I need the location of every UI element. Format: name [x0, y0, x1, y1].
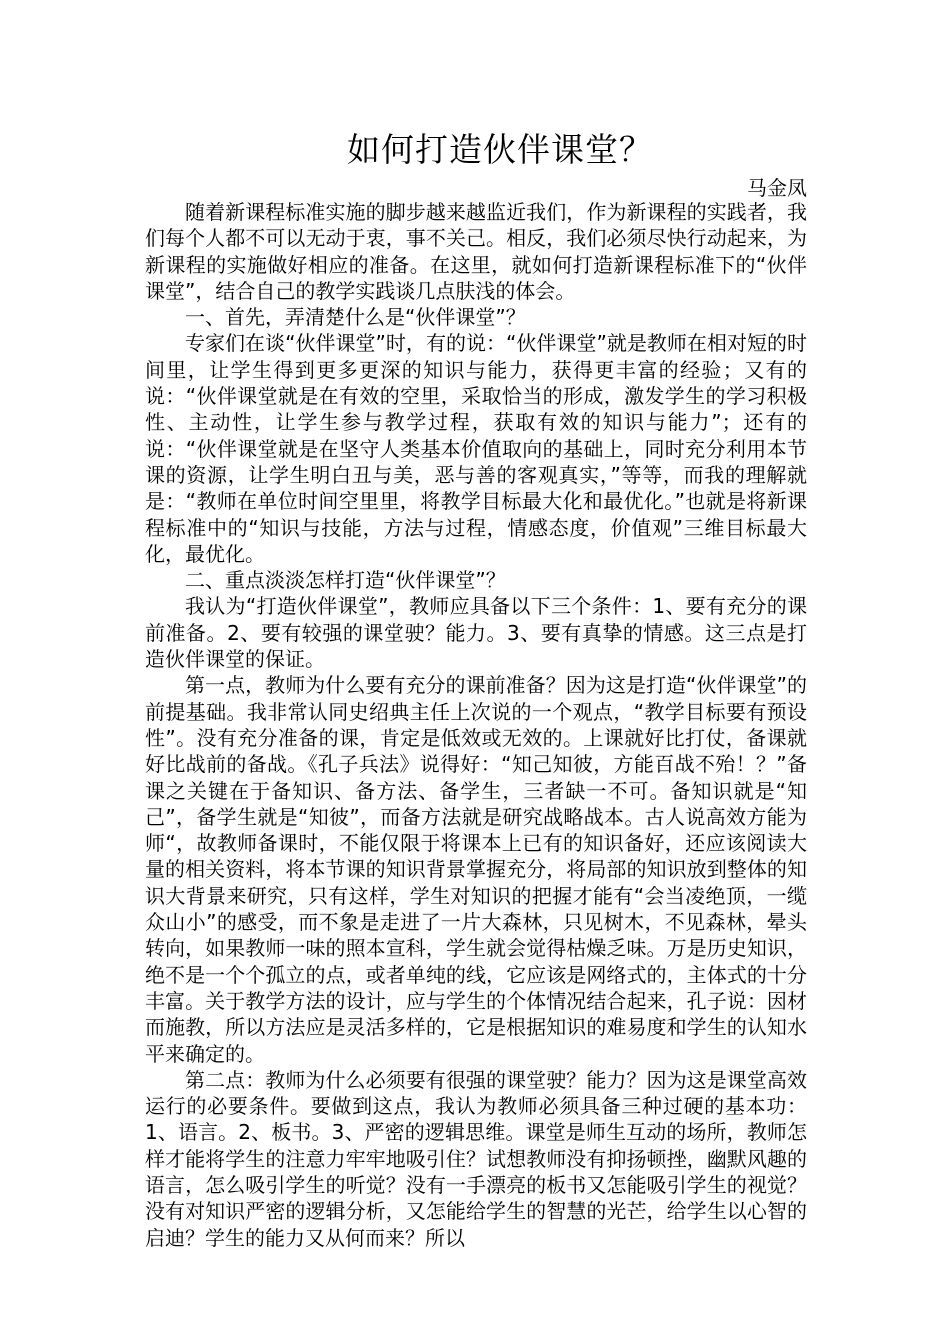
paragraph-definition: 专家们在谈“伙伴课堂”时，有的说：“伙伴课堂”就是教师在相对短的时间里，让学生得到更多更深的知识与能力，获得更丰富的经验；又有的说：“伙伴课堂就是在有效的空里，采取恰当的形成，激发学生的学习积极性、主动性，让学生参与教学过程，获取有效的知识与能力”；还有的说：“伙伴课堂就是在坚守人类基本价值取向的基础上，同时充分利用本节课的资源，让学生明白丑与美，恶与善的客观真实，”等等，而我的理解就是：“教师在单位时间空里里，将教学目标最大化和最优化。”也就是将新课程标准中的“知识与技能，方法与过程，情感态度，价值观”三维目标最大化，最优化。 — [145, 331, 807, 566]
document-body — [145, 199, 807, 1251]
heading-section-two: 二、重点淡淡怎样打造“伙伴课堂”？ — [185, 568, 506, 593]
heading-section-one: 一、首先，弄清楚什么是“伙伴课堂”？ — [185, 305, 526, 330]
author-name: 马金凤 — [747, 176, 807, 200]
paragraph-intro: 随着新课程标准实施的脚步越来越监近我们，作为新课程的实践者，我们每个人都不可以无动于衷，事不关己。相反，我们必须尽快行动起来，为新课程的实施做好相应的准备。在这里，就如何打造新课程标准下的“伙伴课堂”，结合自己的教学实践谈几点肤浅的体会。 — [145, 200, 807, 303]
document-title: 如何打造伙伴课堂？ — [347, 130, 653, 169]
paragraph-point-one: 第一点，教师为什么要有充分的课前准备？因为这是打造“伙伴课堂”的前提基础。我非常认同史绍典主任上次说的一个观点，“教学目标要有预设性”。没有充分准备的课，肯定是低效或无效的。上课就好比打仗，备课就好比战前的备战。《孔子兵法》说得好：“知己知彼，方能百战不殆！？”备课之关键在于备知识、备方法、备学生，三者缺一不可。备知识就是“知己”，备学生就是“知彼”，而备方法就是研究战略战本。古人说高效方能为师“，故教师备课时，不能仅限于将课本上已有的知识备好，还应该阅读大量的相关资料，将本节课的知识背景掌握充分，将局部的知识放到整体的知识大背景来研究，只有这样，学生对知识的把握才能有“会当凌绝顶，一缆众山小”的感受，而不象是走进了一片大森林，只见树木，不见森林，晕头转向，如果教师一味的照本宣科，学生就会觉得枯燥乏味。万是历史知识，绝不是一个个孤立的点，或者单纯的线，它应该是网络式的，主体式的十分丰富。关于教学方法的设计，应与学生的个体情况结合起来，孔子说：因材而施教，所以方法应是灵活多样的，它是根据知识的难易度和学生的认知水平来确定的。 — [145, 673, 807, 1066]
paragraph-conditions: 我认为“打造伙伴课堂”，教师应具备以下三个条件：1、要有充分的课前准备。2、要有较强的课堂驶？能力。3、要有真挚的情感。这三点是打造伙伴课堂的保证。 — [145, 594, 807, 672]
paragraph-point-two: 第二点：教师为什么必须要有很强的课堂驶？能力？因为这是课堂高效运行的必要条件。要做到这点，我认为教师必须具备三种过硬的基本功：1、语言。2、板书。3、严密的逻辑思维。课堂是师生互动的场所，教师怎样才能将学生的注意力牢牢地吸引住？试想教师没有抑扬顿挫，幽默风趣的语言，怎么吸引学生的听觉？没有一手漂亮的板书又怎能吸引学生的视觉？没有对知识严密的逻辑分析，又怎能给学生的智慧的光芒，给学生以心智的启迪？学生的能力又从何而来？所以 — [145, 1067, 807, 1250]
